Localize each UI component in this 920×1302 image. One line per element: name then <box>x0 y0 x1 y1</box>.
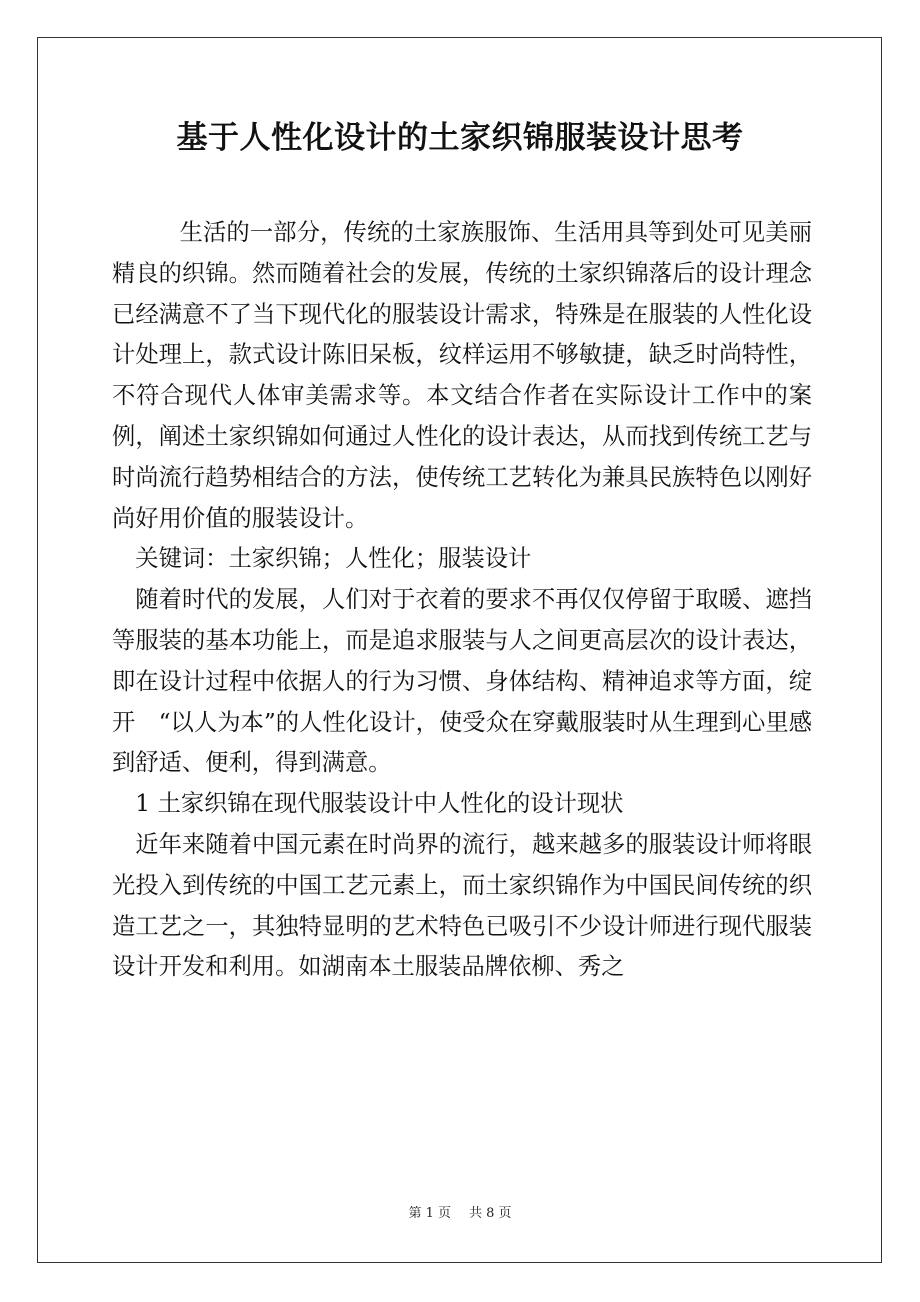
document-body <box>112 213 812 988</box>
keywords-line: 关键词：土家织锦；人性化；服装设计 <box>135 545 532 573</box>
abstract-paragraph: 生活的一部分，传统的土家族服饰、生活用具等到处可见美丽精良的织锦。然而随着社会的发展，传统的土家织锦落后的设计理念已经满意不了当下现代化的服装设计需求，特殊是在服装的人性化设计处理上，款式设计陈旧呆板，纹样运用不够敏捷，缺乏时尚特性，不符合现代人体审美需求等。本文结合作者在实际设计工作中的案例，阐述土家织锦如何通过人性化的设计表达，从而找到传统工艺与时尚流行趋势相结合的方法，使传统工艺转化为兼具民族特色以刚好尚好用价值的服装设计。 <box>112 219 812 532</box>
page-total: 共 8 页 <box>469 1206 512 1221</box>
page-number: 第 1 页 <box>408 1206 451 1221</box>
section-heading: 1 土家织锦在现代服装设计中人性化的设计现状 <box>135 790 624 818</box>
document-title: 基于人性化设计的土家织锦服装设计思考 <box>176 120 744 156</box>
page-footer <box>0 1204 920 1224</box>
section-paragraph: 近年来随着中国元素在时尚界的流行，越来越多的服装设计师将眼光投入到传统的中国工艺元素上，而土家织锦作为中国民间传统的织造工艺之一，其独特显明的艺术特色已吸引不少设计师进行现代服装设计开发和利用。如湖南本土服装品牌依柳、秀之 <box>112 830 812 981</box>
intro-paragraph: 随着时代的发展，人们对于衣着的要求不再仅仅停留于取暖、遮挡等服装的基本功能上，而是追求服装与人之间更高层次的设计表达，即在设计过程中依据人的行为习惯、身体结构、精神追求等方面，绽开 “以人为本”的人性化设计，使受众在穿戴服装时从生理到心里感到舒适、便利，得到满意。 <box>112 586 812 777</box>
